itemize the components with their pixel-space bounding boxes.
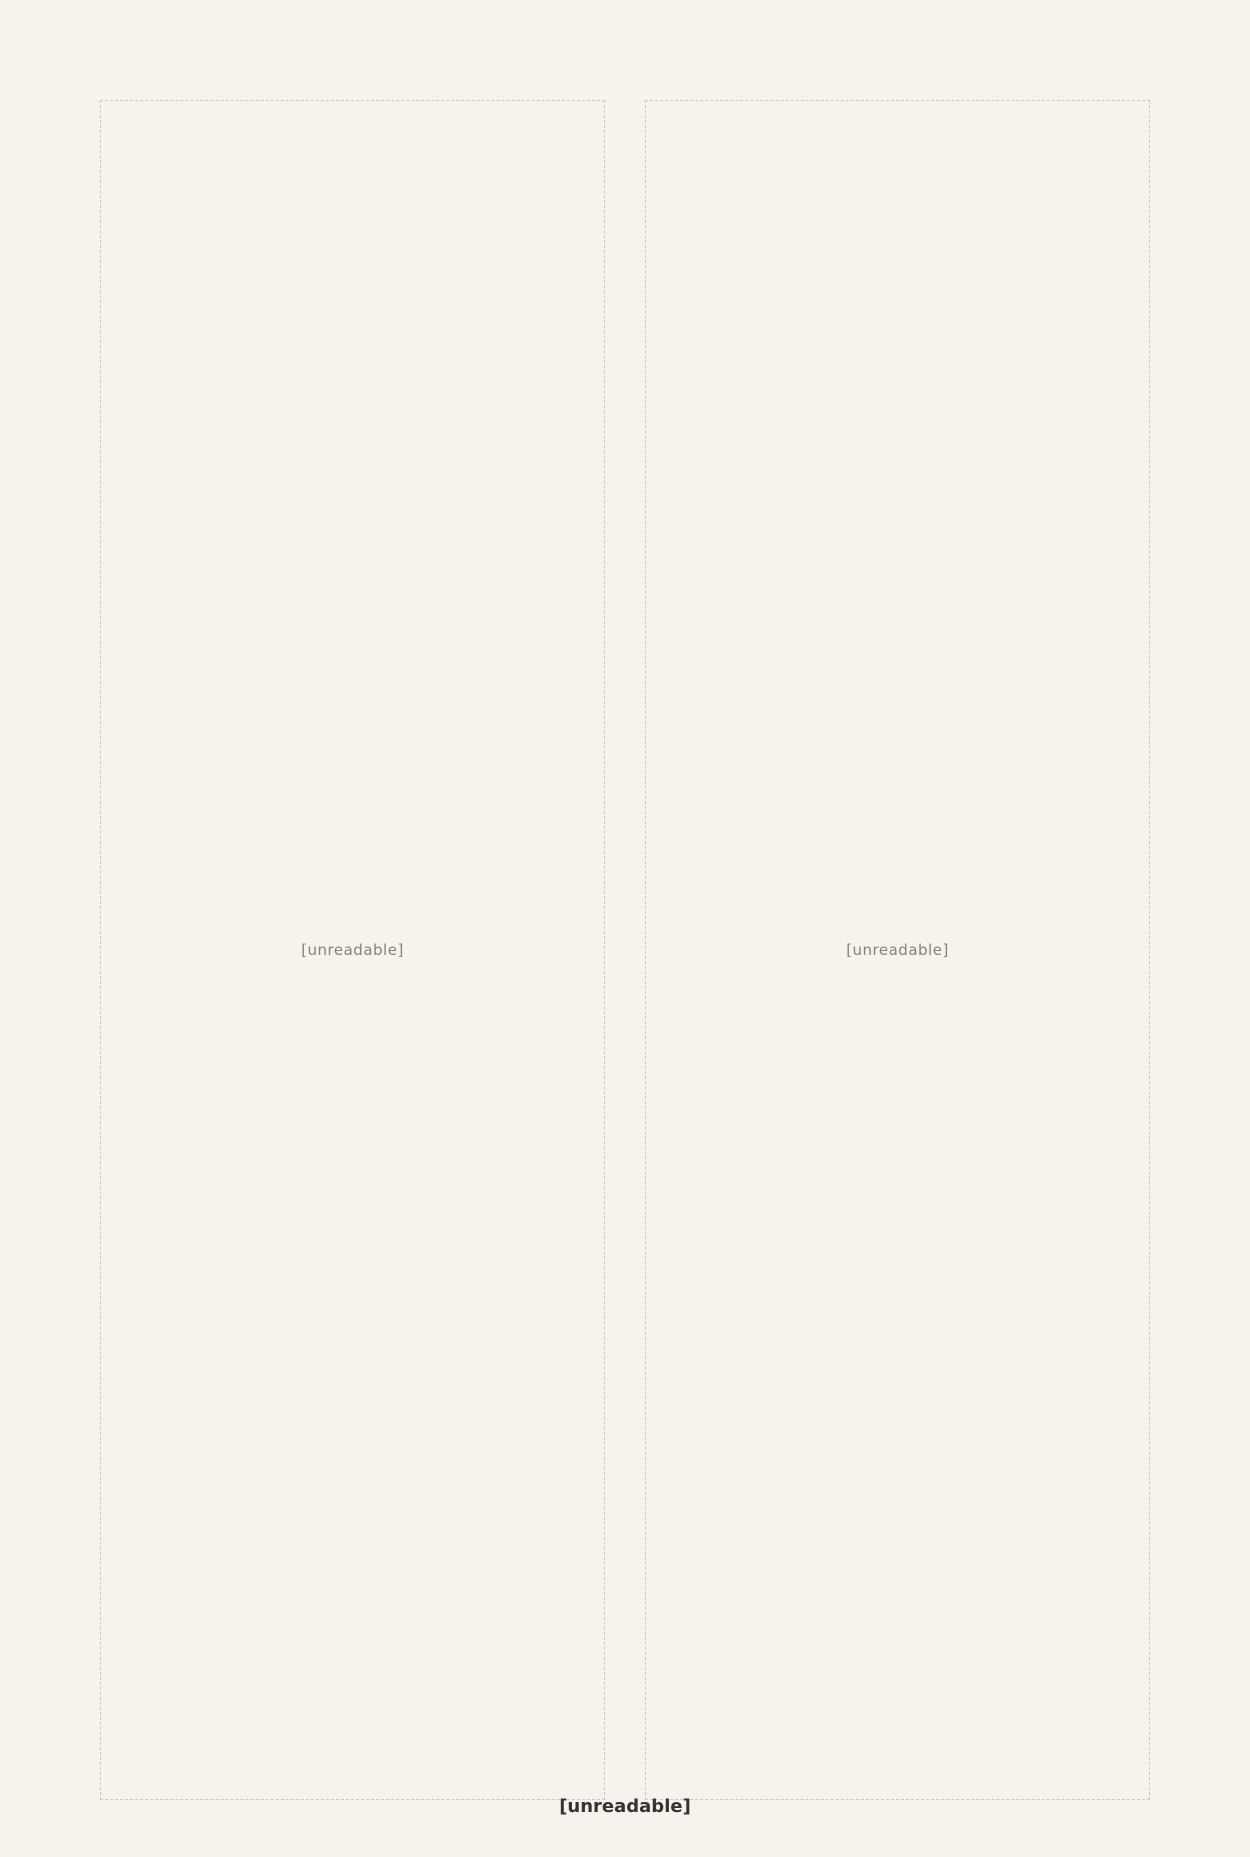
right-column	[645, 100, 1150, 1800]
left-column	[100, 100, 605, 1800]
page-columns	[100, 100, 1150, 1800]
right-column-placeholder: [unreadable]	[846, 941, 949, 959]
left-column-placeholder: [unreadable]	[301, 941, 404, 959]
page-footer: [unreadable]	[559, 1796, 691, 1817]
